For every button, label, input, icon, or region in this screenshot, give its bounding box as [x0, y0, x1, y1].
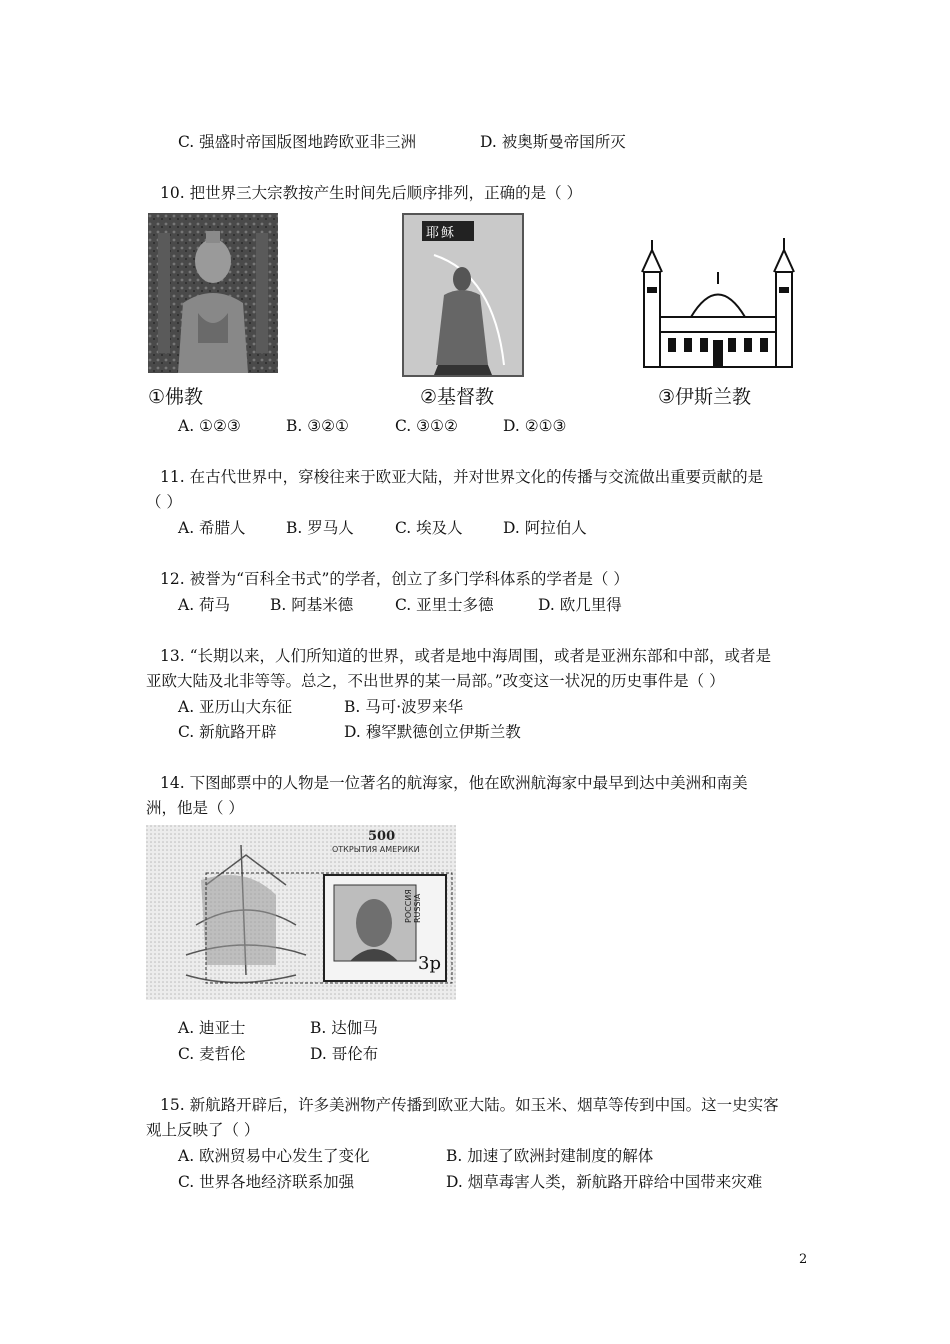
stamp-value: 3p — [418, 953, 441, 974]
q15-option-c: C. 世界各地经济联系加强 — [178, 1173, 355, 1191]
q10-stem: 10. 把世界三大宗教按产生时间先后顺序排列，正确的是（ ） — [160, 184, 583, 202]
q12-option-a: A. 荷马 — [178, 596, 231, 614]
q13-option-a: A. 亚历山大东征 — [178, 698, 293, 716]
q13-option-b: B. 马可·波罗来华 — [344, 698, 464, 716]
q10-option-b: B. ③②① — [286, 417, 349, 435]
caption-islam: ③伊斯兰教 — [658, 386, 752, 408]
q13-stem-line2: 亚欧大陆及北非等等。总之，不出世界的某一局部。”改变这一状况的历史事件是（ ） — [146, 672, 725, 690]
q11-option-b: B. 罗马人 — [286, 519, 354, 537]
q10-option-d: D. ②①③ — [503, 417, 567, 435]
q14-stem-line2: 洲，他是（ ） — [146, 799, 244, 817]
stamp-country: POCCИЯ RUSSIA — [404, 889, 422, 923]
q15-option-b: B. 加速了欧洲封建制度的解体 — [446, 1147, 654, 1165]
q13-stem-line1: 13. “长期以来，人们所知道的世界，或者是地中海周围，或者是亚洲东部和中部，或者是 — [160, 647, 772, 665]
q9-option-c: C. 强盛时帝国版图地跨欧亚非三洲 — [178, 133, 417, 151]
q12-stem: 12. 被誉为“百科全书式”的学者，创立了多门学科体系的学者是（ ） — [160, 570, 629, 588]
q12-option-b: B. 阿基米德 — [270, 596, 354, 614]
q11-option-a: A. 希腊人 — [178, 519, 246, 537]
q14-option-c: C. 麦哲伦 — [178, 1045, 246, 1063]
jesus-sign: 耶稣 — [426, 226, 457, 241]
stamp-subtitle: ОТКРЫТИЯ АМЕРИКИ — [332, 845, 420, 854]
q15-option-a: A. 欧洲贸易中心发生了变化 — [178, 1147, 370, 1165]
mosque-image — [636, 232, 800, 372]
q11-option-d: D. 阿拉伯人 — [503, 519, 587, 537]
q12-option-c: C. 亚里士多德 — [395, 596, 494, 614]
page-number: 2 — [799, 1252, 808, 1267]
caption-buddhism: ①佛教 — [148, 386, 204, 408]
q14-stem-line1: 14. 下图邮票中的人物是一位著名的航海家，他在欧洲航海家中最早到达中美洲和南美 — [160, 774, 748, 792]
q10-option-c: C. ③①② — [395, 417, 458, 435]
q14-option-d: D. 哥伦布 — [310, 1045, 379, 1063]
q11-stem-line1: 11. 在古代世界中，穿梭往来于欧亚大陆，并对世界文化的传播与交流做出重要贡献的是 — [160, 468, 764, 486]
q15-option-d: D. 烟草毒害人类，新航路开辟给中国带来灾难 — [446, 1173, 763, 1191]
stamp-anniversary: 500 — [368, 829, 396, 844]
q14-option-a: A. 迪亚士 — [178, 1019, 246, 1037]
q15-stem-line1: 15. 新航路开辟后，许多美洲物产传播到欧亚大陆。如玉米、烟草等传到中国。这一史实客 — [160, 1096, 779, 1114]
q14-option-b: B. 达伽马 — [310, 1019, 378, 1037]
caption-christianity: ②基督教 — [420, 386, 495, 408]
q11-option-c: C. 埃及人 — [395, 519, 463, 537]
jesus-image — [402, 213, 524, 377]
q9-option-d: D. 被奥斯曼帝国所灭 — [480, 133, 626, 151]
columbus-stamp-image — [146, 825, 456, 1000]
q15-stem-line2: 观上反映了（ ） — [146, 1121, 260, 1139]
q13-option-d: D. 穆罕默德创立伊斯兰教 — [344, 723, 521, 741]
q10-option-a: A. ①②③ — [178, 417, 241, 435]
q11-stem-line2: （ ） — [146, 493, 182, 511]
q12-option-d: D. 欧几里得 — [538, 596, 622, 614]
q13-option-c: C. 新航路开辟 — [178, 723, 277, 741]
buddha-statue-image — [148, 213, 278, 373]
